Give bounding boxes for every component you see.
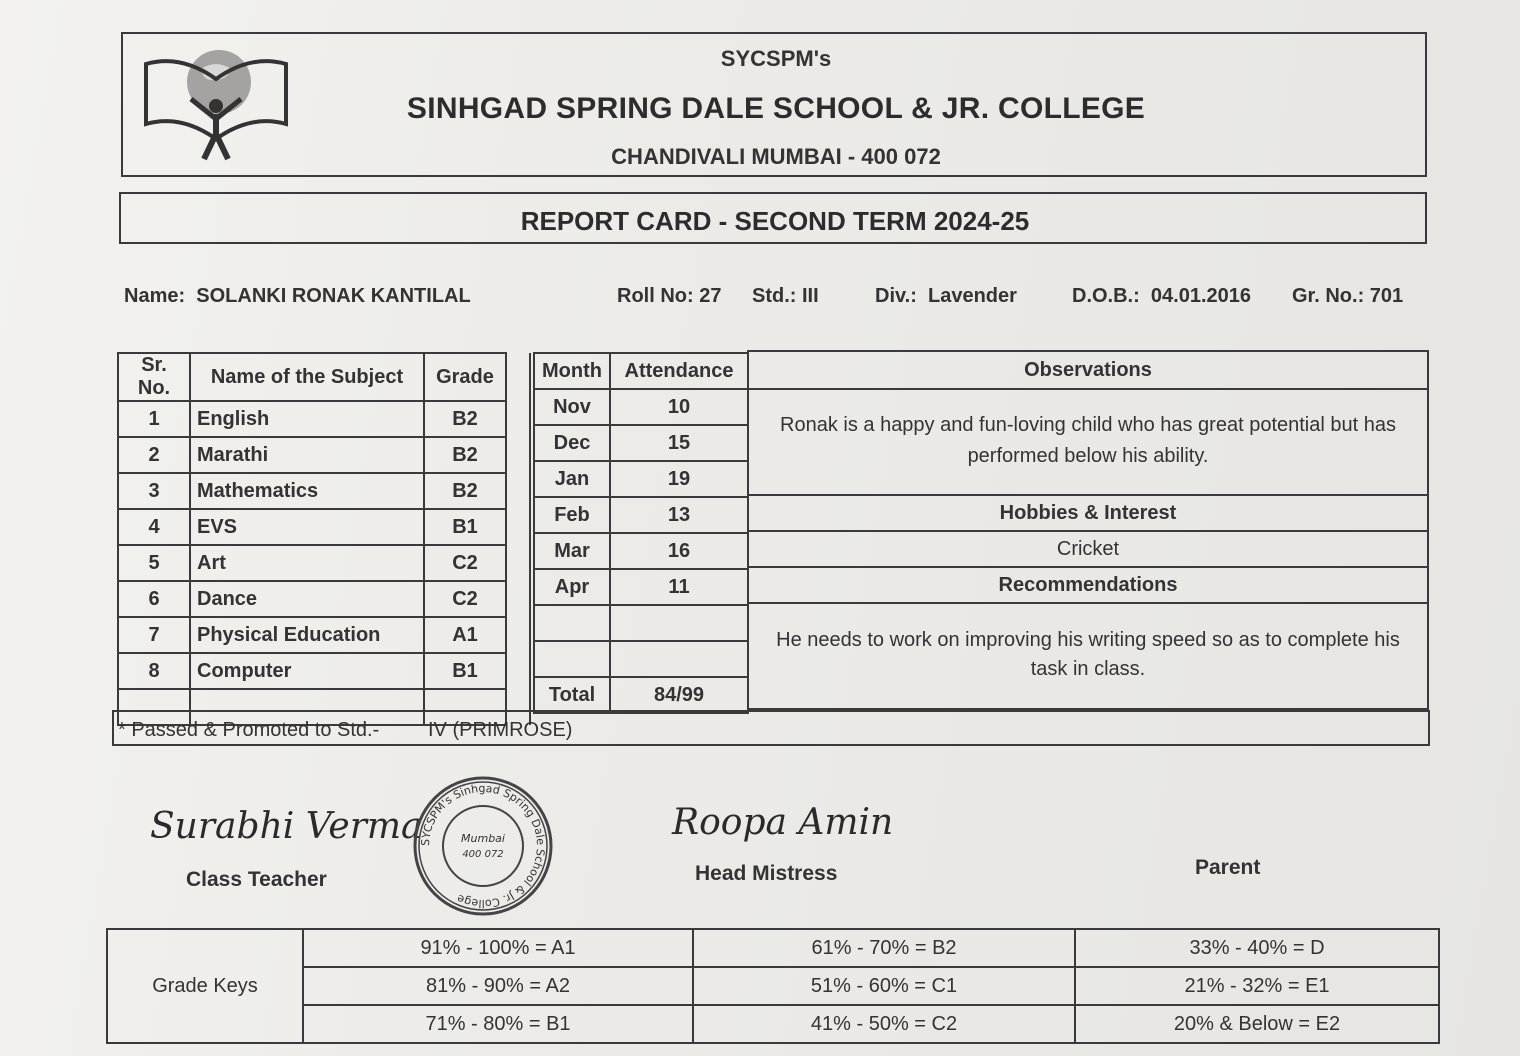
month-cell: Feb (534, 497, 610, 533)
gr-number (1292, 285, 1403, 308)
roll-label: Roll No: (617, 285, 694, 307)
empty-cell (610, 605, 748, 641)
table-row (534, 461, 748, 497)
subject-cell: Computer (190, 653, 424, 689)
attendance-header-row (534, 353, 748, 389)
class-teacher-label: Class Teacher (186, 868, 327, 891)
div-value: Lavender (927, 285, 1017, 307)
subject-cell: Physical Education (190, 617, 424, 653)
table-gap (506, 617, 530, 653)
term-banner (119, 192, 1427, 244)
empty-cell (610, 641, 748, 677)
dob-label: D.O.B.: (1072, 285, 1140, 307)
table-row-empty (534, 605, 748, 641)
table-row (118, 617, 530, 653)
hobbies-text: Cricket (749, 532, 1427, 568)
table-row (107, 967, 1439, 1005)
subjects-header-row (118, 353, 530, 401)
grade-key-cell: 91% - 100% = A1 (303, 929, 693, 967)
table-row (118, 437, 530, 473)
std-label: Std.: (752, 285, 797, 307)
sr-cell: 4 (118, 509, 190, 545)
head-mistress-label: Head Mistress (695, 862, 838, 885)
subject-cell: EVS (190, 509, 424, 545)
hobbies-title: Hobbies & Interest (749, 496, 1427, 532)
grno-label: Gr. No.: (1292, 285, 1365, 307)
term-title: REPORT CARD - SECOND TERM 2024-25 (520, 206, 1030, 236)
table-gap (506, 473, 530, 509)
grade-key-cell: 41% - 50% = C2 (693, 1005, 1075, 1043)
sr-cell: 1 (118, 401, 190, 437)
table-row (118, 509, 530, 545)
attendance-table (533, 352, 749, 714)
subject-header: Name of the Subject (190, 353, 424, 401)
grade-key-cell: 71% - 80% = B1 (303, 1005, 693, 1043)
dob-value: 04.01.2016 (1150, 285, 1252, 307)
school-address: CHANDIVALI MUMBAI - 400 072 (611, 144, 941, 169)
recommendations-text: He needs to work on improving his writing speed so as to complete his task in class. (776, 629, 1400, 680)
subject-cell: Dance (190, 581, 424, 617)
table-row (107, 1005, 1439, 1043)
month-cell: Apr (534, 569, 610, 605)
grade-header: Grade (424, 353, 506, 401)
sr-cell: 7 (118, 617, 190, 653)
parent-label: Parent (1195, 856, 1261, 879)
grno-value: 701 (1369, 285, 1404, 307)
days-cell: 19 (610, 461, 748, 497)
grade-key-cell: 81% - 90% = A2 (303, 967, 693, 1005)
table-row (534, 569, 748, 605)
table-gap (506, 545, 530, 581)
seal-pin: 400 072 (462, 849, 504, 860)
grade-key-cell: 51% - 60% = C1 (693, 967, 1075, 1005)
std-value: III (802, 285, 819, 307)
remarks-panel (747, 350, 1429, 710)
grade-key-cell: 61% - 70% = B2 (693, 929, 1075, 967)
seal-ring-text: SYCSPM's Sinhgad Spring Dale School & Jr. College (418, 781, 548, 911)
table-row (118, 653, 530, 689)
grade-cell: B2 (424, 401, 506, 437)
table-row (118, 545, 530, 581)
division (875, 285, 1017, 308)
observations-text: Ronak is a happy and fun-loving child who has great potential but has performed below his ability. (749, 390, 1427, 496)
subject-cell: Art (190, 545, 424, 581)
observations-title: Observations (749, 352, 1427, 390)
total-label: Total (534, 677, 610, 713)
table-gap (506, 401, 530, 437)
sr-cell: 6 (118, 581, 190, 617)
sr-cell: 5 (118, 545, 190, 581)
date-of-birth (1072, 285, 1251, 308)
grade-cell: B1 (424, 653, 506, 689)
class-teacher-signature: Surabhi Verma (150, 806, 423, 847)
month-cell: Mar (534, 533, 610, 569)
table-gap (506, 653, 530, 689)
table-row (107, 929, 1439, 967)
attendance-total-row (534, 677, 748, 713)
recommendations-title: Recommendations (749, 568, 1427, 604)
table-gap (506, 437, 530, 473)
table-gap (506, 509, 530, 545)
month-cell: Dec (534, 425, 610, 461)
promotion-label: * Passed & Promoted to Std.- (118, 719, 380, 741)
seal-city: Mumbai (461, 832, 505, 845)
days-cell: 15 (610, 425, 748, 461)
table-row (534, 425, 748, 461)
div-label: Div.: (875, 285, 917, 307)
grade-key-cell: 20% & Below = E2 (1075, 1005, 1439, 1043)
sr-header: Sr. No. (118, 353, 190, 401)
sr-cell: 2 (118, 437, 190, 473)
table-gap (506, 353, 530, 401)
grade-cell: C2 (424, 545, 506, 581)
subjects-table (117, 352, 531, 726)
subject-cell: English (190, 401, 424, 437)
school-seal-icon (412, 776, 554, 916)
promotion-row (112, 710, 1430, 746)
table-row-empty (534, 641, 748, 677)
roll-number (617, 285, 721, 308)
table-row (534, 533, 748, 569)
attendance-header: Attendance (610, 353, 748, 389)
sr-cell: 3 (118, 473, 190, 509)
sr-cell: 8 (118, 653, 190, 689)
days-cell: 13 (610, 497, 748, 533)
subject-cell: Marathi (190, 437, 424, 473)
roll-value: 27 (699, 285, 722, 307)
grade-key-cell: 33% - 40% = D (1075, 929, 1439, 967)
grade-key-cell: 21% - 32% = E1 (1075, 967, 1439, 1005)
grade-cell: B2 (424, 437, 506, 473)
month-cell: Nov (534, 389, 610, 425)
grade-cell: B2 (424, 473, 506, 509)
school-header (121, 32, 1427, 177)
grade-keys-table (106, 928, 1440, 1044)
days-cell: 16 (610, 533, 748, 569)
school-name: SINHGAD SPRING DALE SCHOOL & JR. COLLEGE (406, 92, 1146, 125)
grade-keys-label: Grade Keys (107, 929, 303, 1043)
student-name (124, 285, 471, 308)
standard (752, 285, 819, 308)
head-mistress-signature: Roopa Amin (672, 802, 894, 843)
org-name: SYCSPM's (720, 46, 832, 71)
month-header: Month (534, 353, 610, 389)
grade-cell: A1 (424, 617, 506, 653)
promotion-value: IV (PRIMROSE) (428, 719, 573, 741)
total-value: 84/99 (610, 677, 748, 713)
table-row (534, 389, 748, 425)
table-gap (506, 581, 530, 617)
month-cell: Jan (534, 461, 610, 497)
empty-cell (534, 605, 610, 641)
table-row (118, 401, 530, 437)
empty-cell (534, 641, 610, 677)
subject-cell: Mathematics (190, 473, 424, 509)
name-label: Name: (124, 285, 186, 307)
table-row (118, 581, 530, 617)
name-value: SOLANKI RONAK KANTILAL (196, 285, 471, 307)
grade-cell: C2 (424, 581, 506, 617)
table-row (534, 497, 748, 533)
grade-cell: B1 (424, 509, 506, 545)
days-cell: 11 (610, 569, 748, 605)
table-row (118, 473, 530, 509)
days-cell: 10 (610, 389, 748, 425)
